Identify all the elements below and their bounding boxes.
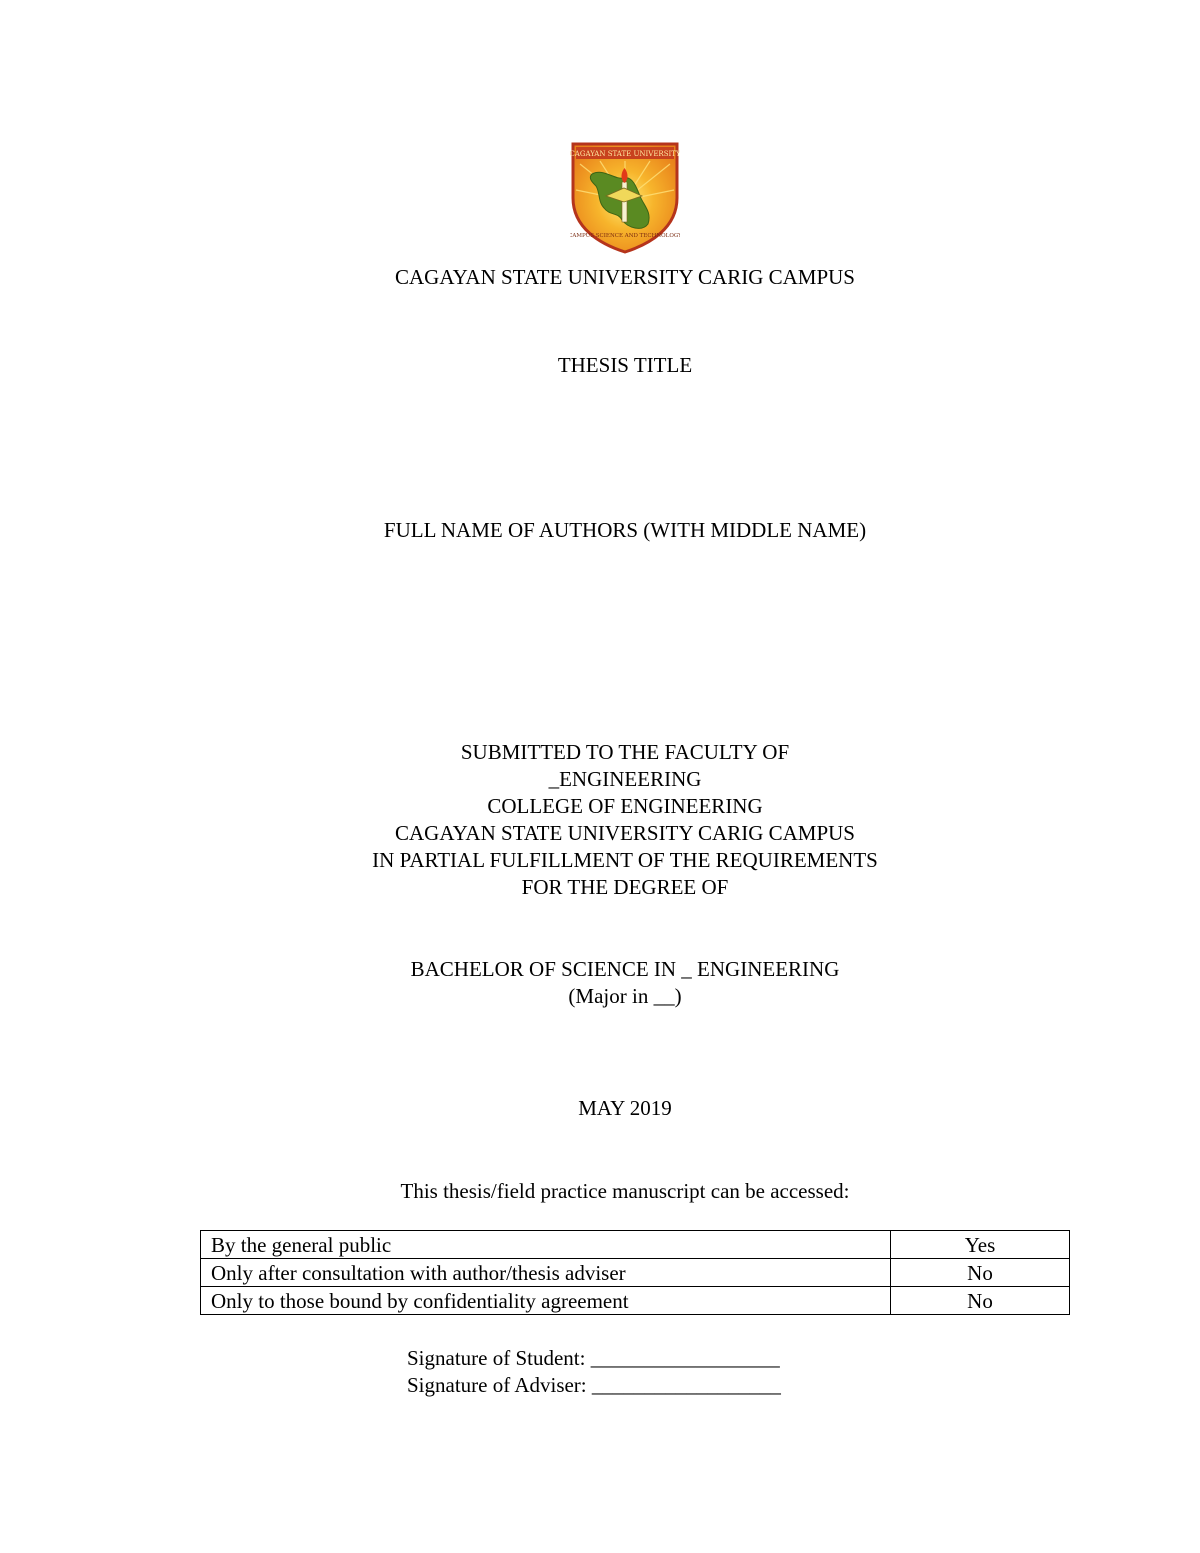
university-name: CAGAYAN STATE UNIVERSITY CARIG CAMPUS xyxy=(395,265,855,289)
university-seal-logo xyxy=(570,140,680,255)
degree-name: BACHELOR OF SCIENCE IN _ ENGINEERING xyxy=(410,957,840,981)
access-intro: This thesis/field practice manuscript can be accessed: xyxy=(400,1179,850,1203)
submission-date: MAY 2019 xyxy=(578,1096,672,1120)
access-option-value: Yes xyxy=(891,1231,1070,1259)
seal-text-bottom: CAMPUS SCIENCE AND TECHNOLOGY xyxy=(570,233,680,239)
table-row xyxy=(201,1287,1070,1315)
thesis-title: THESIS TITLE xyxy=(557,353,693,377)
adviser-signature-line: Signature of Adviser: __________________ xyxy=(407,1373,781,1397)
degree-block xyxy=(0,956,1200,1010)
access-option-label: Only after consultation with author/thesis adviser xyxy=(201,1259,891,1287)
submission-line: IN PARTIAL FULFILLMENT OF THE REQUIREMENTS xyxy=(372,848,878,872)
submission-line: COLLEGE OF ENGINEERING xyxy=(487,794,763,818)
submission-line: CAGAYAN STATE UNIVERSITY CARIG CAMPUS xyxy=(395,821,855,845)
submission-line: SUBMITTED TO THE FACULTY OF xyxy=(460,740,790,764)
submission-statement xyxy=(0,739,1200,901)
access-option-label: Only to those bound by confidentiality agreement xyxy=(201,1287,891,1315)
access-option-label: By the general public xyxy=(201,1231,891,1259)
access-option-value: No xyxy=(891,1287,1070,1315)
access-table xyxy=(200,1230,1070,1315)
student-signature-line: Signature of Student: __________________ xyxy=(407,1346,780,1370)
seal-text-top: CAGAYAN STATE UNIVERSITY xyxy=(570,150,680,158)
access-option-value: No xyxy=(891,1259,1070,1287)
table-row xyxy=(201,1231,1070,1259)
submission-line: FOR THE DEGREE OF xyxy=(521,875,729,899)
submission-line: _ENGINEERING xyxy=(548,767,702,791)
authors-line: FULL NAME OF AUTHORS (WITH MIDDLE NAME) xyxy=(383,518,867,542)
degree-major: (Major in __) xyxy=(568,984,682,1008)
table-row xyxy=(201,1259,1070,1287)
